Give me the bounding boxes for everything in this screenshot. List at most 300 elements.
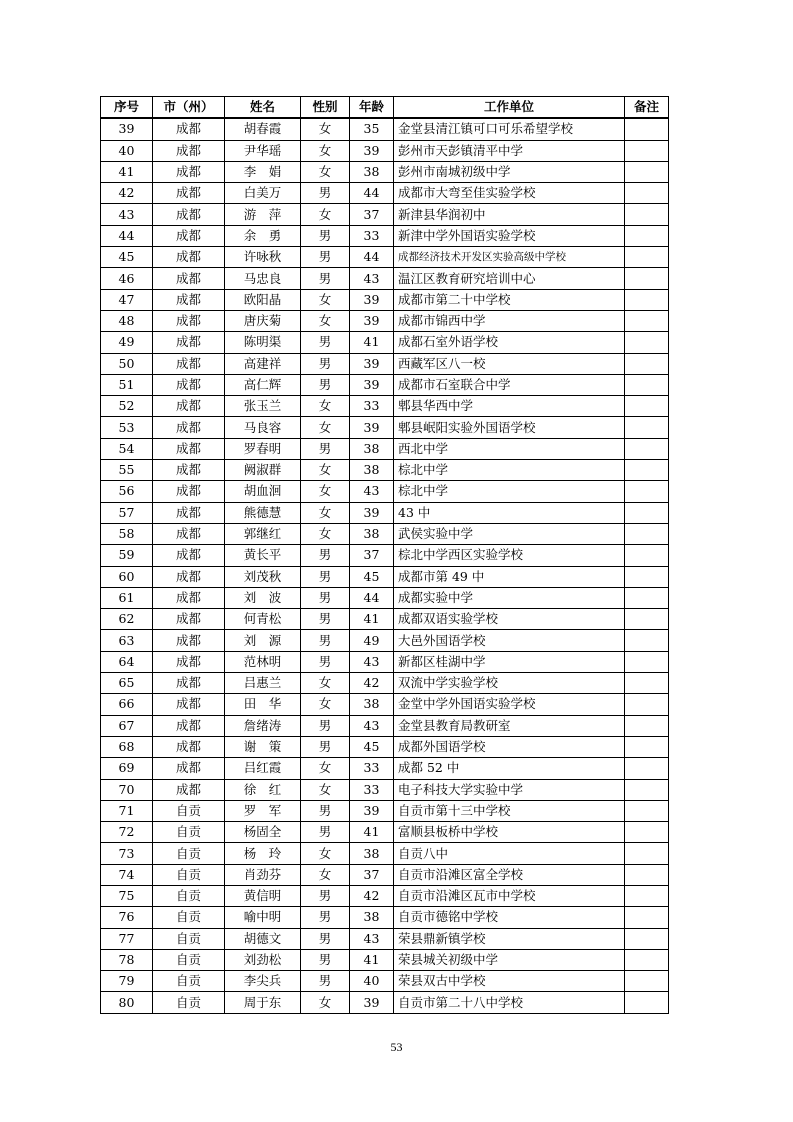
cell-workplace: 金堂县清江镇可口可乐希望学校 bbox=[394, 118, 625, 140]
cell-remarks bbox=[625, 715, 669, 736]
table-row bbox=[101, 183, 669, 204]
cell-seq: 63 bbox=[101, 630, 153, 651]
cell-workplace: 自贡八中 bbox=[394, 843, 625, 864]
cell-name: 刘劲松 bbox=[225, 949, 301, 970]
cell-workplace: 成都经济技术开发区实验高级中学校 bbox=[394, 247, 625, 268]
cell-gender: 男 bbox=[301, 949, 350, 970]
table-row bbox=[101, 460, 669, 481]
cell-seq: 72 bbox=[101, 822, 153, 843]
cell-gender: 男 bbox=[301, 822, 350, 843]
cell-age: 44 bbox=[350, 247, 394, 268]
cell-seq: 79 bbox=[101, 971, 153, 992]
header-seq: 序号 bbox=[101, 97, 153, 119]
cell-seq: 45 bbox=[101, 247, 153, 268]
cell-name: 刘 波 bbox=[225, 587, 301, 608]
table-row bbox=[101, 268, 669, 289]
cell-city: 自贡 bbox=[153, 992, 225, 1013]
cell-age: 39 bbox=[350, 800, 394, 821]
table-row bbox=[101, 885, 669, 906]
cell-city: 成都 bbox=[153, 502, 225, 523]
cell-seq: 61 bbox=[101, 587, 153, 608]
cell-age: 39 bbox=[350, 289, 394, 310]
table-row bbox=[101, 545, 669, 566]
cell-workplace: 棕北中学西区实验学校 bbox=[394, 545, 625, 566]
cell-name: 高仁辉 bbox=[225, 374, 301, 395]
cell-city: 成都 bbox=[153, 417, 225, 438]
table-row bbox=[101, 204, 669, 225]
cell-workplace: 棕北中学 bbox=[394, 481, 625, 502]
cell-age: 39 bbox=[350, 502, 394, 523]
cell-age: 38 bbox=[350, 523, 394, 544]
cell-gender: 男 bbox=[301, 630, 350, 651]
table-row bbox=[101, 374, 669, 395]
cell-city: 成都 bbox=[153, 523, 225, 544]
cell-gender: 女 bbox=[301, 161, 350, 182]
cell-age: 38 bbox=[350, 438, 394, 459]
table-row bbox=[101, 225, 669, 246]
cell-city: 成都 bbox=[153, 204, 225, 225]
cell-workplace: 成都市石室联合中学 bbox=[394, 374, 625, 395]
cell-seq: 65 bbox=[101, 673, 153, 694]
cell-gender: 女 bbox=[301, 673, 350, 694]
cell-city: 成都 bbox=[153, 673, 225, 694]
cell-age: 38 bbox=[350, 907, 394, 928]
cell-remarks bbox=[625, 651, 669, 672]
table-row bbox=[101, 907, 669, 928]
cell-seq: 48 bbox=[101, 310, 153, 331]
cell-name: 游 萍 bbox=[225, 204, 301, 225]
cell-workplace: 富顺县板桥中学校 bbox=[394, 822, 625, 843]
cell-seq: 56 bbox=[101, 481, 153, 502]
cell-seq: 75 bbox=[101, 885, 153, 906]
header-row bbox=[101, 97, 669, 119]
header-gender: 性别 bbox=[301, 97, 350, 119]
cell-age: 38 bbox=[350, 161, 394, 182]
cell-workplace: 成都市锦西中学 bbox=[394, 310, 625, 331]
table-row bbox=[101, 523, 669, 544]
table-row bbox=[101, 481, 669, 502]
cell-workplace: 成都实验中学 bbox=[394, 587, 625, 608]
cell-remarks bbox=[625, 992, 669, 1013]
cell-workplace: 自贡市德铭中学校 bbox=[394, 907, 625, 928]
cell-remarks bbox=[625, 247, 669, 268]
cell-name: 范林明 bbox=[225, 651, 301, 672]
cell-city: 成都 bbox=[153, 268, 225, 289]
cell-remarks bbox=[625, 928, 669, 949]
cell-seq: 71 bbox=[101, 800, 153, 821]
table-row bbox=[101, 140, 669, 161]
cell-name: 何青松 bbox=[225, 609, 301, 630]
cell-city: 成都 bbox=[153, 630, 225, 651]
cell-age: 38 bbox=[350, 694, 394, 715]
cell-gender: 男 bbox=[301, 353, 350, 374]
cell-name: 李尖兵 bbox=[225, 971, 301, 992]
cell-seq: 57 bbox=[101, 502, 153, 523]
cell-name: 尹华瑶 bbox=[225, 140, 301, 161]
cell-workplace: 自贡市第二十八中学校 bbox=[394, 992, 625, 1013]
cell-city: 成都 bbox=[153, 566, 225, 587]
cell-age: 49 bbox=[350, 630, 394, 651]
cell-city: 成都 bbox=[153, 694, 225, 715]
cell-age: 37 bbox=[350, 204, 394, 225]
cell-name: 黄信明 bbox=[225, 885, 301, 906]
cell-age: 44 bbox=[350, 183, 394, 204]
cell-workplace: 成都 52 中 bbox=[394, 758, 625, 779]
cell-remarks bbox=[625, 118, 669, 140]
cell-workplace: 43 中 bbox=[394, 502, 625, 523]
cell-age: 33 bbox=[350, 758, 394, 779]
table-row bbox=[101, 651, 669, 672]
cell-city: 成都 bbox=[153, 460, 225, 481]
cell-seq: 40 bbox=[101, 140, 153, 161]
cell-workplace: 荣县双古中学校 bbox=[394, 971, 625, 992]
cell-seq: 60 bbox=[101, 566, 153, 587]
cell-remarks bbox=[625, 630, 669, 651]
cell-seq: 47 bbox=[101, 289, 153, 310]
cell-age: 33 bbox=[350, 779, 394, 800]
table-row bbox=[101, 353, 669, 374]
cell-seq: 66 bbox=[101, 694, 153, 715]
cell-gender: 男 bbox=[301, 566, 350, 587]
cell-workplace: 荣县鼎新镇学校 bbox=[394, 928, 625, 949]
cell-gender: 男 bbox=[301, 885, 350, 906]
cell-workplace: 自贡市沿滩区瓦市中学校 bbox=[394, 885, 625, 906]
cell-name: 马忠良 bbox=[225, 268, 301, 289]
cell-age: 43 bbox=[350, 928, 394, 949]
cell-age: 41 bbox=[350, 609, 394, 630]
cell-remarks bbox=[625, 609, 669, 630]
cell-city: 成都 bbox=[153, 715, 225, 736]
table-row bbox=[101, 800, 669, 821]
table-row bbox=[101, 502, 669, 523]
cell-workplace: 成都市大弯至佳实验学校 bbox=[394, 183, 625, 204]
table-row bbox=[101, 332, 669, 353]
cell-remarks bbox=[625, 332, 669, 353]
cell-name: 胡春霞 bbox=[225, 118, 301, 140]
cell-age: 37 bbox=[350, 864, 394, 885]
cell-gender: 男 bbox=[301, 183, 350, 204]
cell-city: 成都 bbox=[153, 225, 225, 246]
cell-name: 杨固全 bbox=[225, 822, 301, 843]
cell-remarks bbox=[625, 758, 669, 779]
cell-name: 高建祥 bbox=[225, 353, 301, 374]
cell-remarks bbox=[625, 822, 669, 843]
cell-workplace: 西藏军区八一校 bbox=[394, 353, 625, 374]
cell-workplace: 金堂县教育局教研室 bbox=[394, 715, 625, 736]
cell-name: 白美万 bbox=[225, 183, 301, 204]
cell-seq: 73 bbox=[101, 843, 153, 864]
page-number: 53 bbox=[390, 1040, 403, 1054]
cell-name: 陈明渠 bbox=[225, 332, 301, 353]
table-row bbox=[101, 396, 669, 417]
cell-remarks bbox=[625, 502, 669, 523]
cell-seq: 51 bbox=[101, 374, 153, 395]
cell-workplace: 金堂中学外国语实验学校 bbox=[394, 694, 625, 715]
cell-remarks bbox=[625, 353, 669, 374]
cell-workplace: 成都双语实验学校 bbox=[394, 609, 625, 630]
cell-name: 张玉兰 bbox=[225, 396, 301, 417]
cell-city: 成都 bbox=[153, 289, 225, 310]
cell-seq: 43 bbox=[101, 204, 153, 225]
cell-name: 罗 军 bbox=[225, 800, 301, 821]
table-row bbox=[101, 779, 669, 800]
cell-city: 成都 bbox=[153, 736, 225, 757]
table-row bbox=[101, 566, 669, 587]
table-row bbox=[101, 630, 669, 651]
cell-name: 刘 源 bbox=[225, 630, 301, 651]
cell-gender: 女 bbox=[301, 864, 350, 885]
cell-gender: 男 bbox=[301, 545, 350, 566]
cell-remarks bbox=[625, 460, 669, 481]
cell-name: 刘茂秋 bbox=[225, 566, 301, 587]
cell-gender: 女 bbox=[301, 140, 350, 161]
header-workplace: 工作单位 bbox=[394, 97, 625, 119]
cell-gender: 男 bbox=[301, 587, 350, 608]
cell-remarks bbox=[625, 949, 669, 970]
cell-remarks bbox=[625, 161, 669, 182]
cell-age: 41 bbox=[350, 332, 394, 353]
cell-seq: 50 bbox=[101, 353, 153, 374]
cell-age: 41 bbox=[350, 822, 394, 843]
cell-city: 自贡 bbox=[153, 843, 225, 864]
cell-city: 自贡 bbox=[153, 885, 225, 906]
cell-name: 胡德文 bbox=[225, 928, 301, 949]
cell-remarks bbox=[625, 310, 669, 331]
cell-seq: 70 bbox=[101, 779, 153, 800]
table-row bbox=[101, 289, 669, 310]
cell-seq: 41 bbox=[101, 161, 153, 182]
cell-seq: 77 bbox=[101, 928, 153, 949]
cell-name: 吕红霞 bbox=[225, 758, 301, 779]
cell-workplace: 西北中学 bbox=[394, 438, 625, 459]
cell-city: 成都 bbox=[153, 183, 225, 204]
cell-city: 成都 bbox=[153, 758, 225, 779]
cell-gender: 男 bbox=[301, 907, 350, 928]
header-name: 姓名 bbox=[225, 97, 301, 119]
cell-seq: 53 bbox=[101, 417, 153, 438]
header-city: 市（州） bbox=[153, 97, 225, 119]
cell-age: 39 bbox=[350, 992, 394, 1013]
cell-remarks bbox=[625, 225, 669, 246]
cell-seq: 62 bbox=[101, 609, 153, 630]
cell-seq: 59 bbox=[101, 545, 153, 566]
cell-gender: 男 bbox=[301, 715, 350, 736]
cell-age: 39 bbox=[350, 310, 394, 331]
cell-gender: 女 bbox=[301, 502, 350, 523]
table-row bbox=[101, 758, 669, 779]
cell-workplace: 双流中学实验学校 bbox=[394, 673, 625, 694]
cell-name: 李 娟 bbox=[225, 161, 301, 182]
cell-remarks bbox=[625, 800, 669, 821]
cell-age: 33 bbox=[350, 396, 394, 417]
cell-age: 42 bbox=[350, 885, 394, 906]
table-row bbox=[101, 949, 669, 970]
cell-gender: 男 bbox=[301, 247, 350, 268]
table-row bbox=[101, 843, 669, 864]
cell-remarks bbox=[625, 481, 669, 502]
cell-city: 成都 bbox=[153, 609, 225, 630]
cell-remarks bbox=[625, 523, 669, 544]
cell-gender: 女 bbox=[301, 779, 350, 800]
cell-remarks bbox=[625, 907, 669, 928]
cell-age: 40 bbox=[350, 971, 394, 992]
cell-gender: 女 bbox=[301, 523, 350, 544]
cell-age: 38 bbox=[350, 843, 394, 864]
cell-remarks bbox=[625, 864, 669, 885]
cell-name: 田 华 bbox=[225, 694, 301, 715]
cell-seq: 39 bbox=[101, 118, 153, 140]
cell-workplace: 郫县华西中学 bbox=[394, 396, 625, 417]
table-row bbox=[101, 247, 669, 268]
cell-seq: 64 bbox=[101, 651, 153, 672]
cell-remarks bbox=[625, 374, 669, 395]
table-row bbox=[101, 736, 669, 757]
cell-age: 39 bbox=[350, 374, 394, 395]
cell-remarks bbox=[625, 587, 669, 608]
cell-seq: 58 bbox=[101, 523, 153, 544]
cell-city: 自贡 bbox=[153, 800, 225, 821]
cell-age: 33 bbox=[350, 225, 394, 246]
cell-seq: 74 bbox=[101, 864, 153, 885]
cell-workplace: 新津中学外国语实验学校 bbox=[394, 225, 625, 246]
cell-name: 胡血洄 bbox=[225, 481, 301, 502]
cell-city: 成都 bbox=[153, 118, 225, 140]
cell-city: 成都 bbox=[153, 587, 225, 608]
cell-name: 罗春明 bbox=[225, 438, 301, 459]
cell-name: 欧阳晶 bbox=[225, 289, 301, 310]
cell-workplace: 郫县岷阳实验外国语学校 bbox=[394, 417, 625, 438]
cell-gender: 男 bbox=[301, 374, 350, 395]
cell-gender: 女 bbox=[301, 396, 350, 417]
table-row bbox=[101, 310, 669, 331]
cell-gender: 男 bbox=[301, 332, 350, 353]
table-row bbox=[101, 609, 669, 630]
cell-remarks bbox=[625, 396, 669, 417]
cell-seq: 55 bbox=[101, 460, 153, 481]
cell-city: 成都 bbox=[153, 374, 225, 395]
table-row bbox=[101, 928, 669, 949]
table-row bbox=[101, 694, 669, 715]
cell-gender: 女 bbox=[301, 694, 350, 715]
table-row bbox=[101, 715, 669, 736]
cell-seq: 44 bbox=[101, 225, 153, 246]
cell-age: 39 bbox=[350, 417, 394, 438]
cell-remarks bbox=[625, 204, 669, 225]
cell-name: 余 勇 bbox=[225, 225, 301, 246]
cell-remarks bbox=[625, 268, 669, 289]
cell-gender: 男 bbox=[301, 438, 350, 459]
table-body bbox=[101, 118, 669, 1013]
cell-city: 成都 bbox=[153, 438, 225, 459]
table-row bbox=[101, 992, 669, 1013]
cell-name: 喻中明 bbox=[225, 907, 301, 928]
header-remarks: 备注 bbox=[625, 97, 669, 119]
cell-gender: 女 bbox=[301, 481, 350, 502]
cell-workplace: 自贡市沿滩区富全学校 bbox=[394, 864, 625, 885]
cell-gender: 女 bbox=[301, 118, 350, 140]
roster-table bbox=[100, 96, 669, 1014]
cell-gender: 女 bbox=[301, 758, 350, 779]
cell-workplace: 成都市第二十中学校 bbox=[394, 289, 625, 310]
cell-seq: 54 bbox=[101, 438, 153, 459]
cell-age: 37 bbox=[350, 545, 394, 566]
cell-age: 43 bbox=[350, 651, 394, 672]
cell-workplace: 大邑外国语学校 bbox=[394, 630, 625, 651]
cell-name: 肖劲芬 bbox=[225, 864, 301, 885]
cell-age: 39 bbox=[350, 353, 394, 374]
cell-seq: 68 bbox=[101, 736, 153, 757]
cell-city: 成都 bbox=[153, 332, 225, 353]
cell-city: 自贡 bbox=[153, 907, 225, 928]
cell-workplace: 彭州市南城初级中学 bbox=[394, 161, 625, 182]
cell-remarks bbox=[625, 885, 669, 906]
cell-workplace: 电子科技大学实验中学 bbox=[394, 779, 625, 800]
cell-gender: 男 bbox=[301, 268, 350, 289]
cell-remarks bbox=[625, 438, 669, 459]
cell-seq: 76 bbox=[101, 907, 153, 928]
table-row bbox=[101, 417, 669, 438]
cell-remarks bbox=[625, 289, 669, 310]
cell-gender: 男 bbox=[301, 736, 350, 757]
cell-city: 成都 bbox=[153, 779, 225, 800]
cell-workplace: 彭州市天彭镇清平中学 bbox=[394, 140, 625, 161]
cell-name: 唐庆菊 bbox=[225, 310, 301, 331]
cell-seq: 78 bbox=[101, 949, 153, 970]
cell-remarks bbox=[625, 673, 669, 694]
cell-remarks bbox=[625, 736, 669, 757]
cell-name: 郭继红 bbox=[225, 523, 301, 544]
cell-gender: 女 bbox=[301, 843, 350, 864]
header-age: 年龄 bbox=[350, 97, 394, 119]
cell-remarks bbox=[625, 971, 669, 992]
cell-name: 阙淑群 bbox=[225, 460, 301, 481]
cell-age: 43 bbox=[350, 481, 394, 502]
cell-city: 成都 bbox=[153, 140, 225, 161]
cell-workplace: 温江区教育研究培训中心 bbox=[394, 268, 625, 289]
cell-age: 45 bbox=[350, 566, 394, 587]
cell-age: 45 bbox=[350, 736, 394, 757]
cell-city: 自贡 bbox=[153, 928, 225, 949]
cell-remarks bbox=[625, 779, 669, 800]
cell-remarks bbox=[625, 183, 669, 204]
cell-gender: 男 bbox=[301, 609, 350, 630]
cell-city: 成都 bbox=[153, 651, 225, 672]
table-row bbox=[101, 822, 669, 843]
cell-name: 徐 红 bbox=[225, 779, 301, 800]
cell-gender: 女 bbox=[301, 992, 350, 1013]
cell-remarks bbox=[625, 140, 669, 161]
cell-age: 44 bbox=[350, 587, 394, 608]
cell-workplace: 新津县华润初中 bbox=[394, 204, 625, 225]
cell-city: 自贡 bbox=[153, 822, 225, 843]
cell-gender: 女 bbox=[301, 289, 350, 310]
cell-workplace: 荣县城关初级中学 bbox=[394, 949, 625, 970]
cell-age: 39 bbox=[350, 140, 394, 161]
cell-workplace: 自贡市第十三中学校 bbox=[394, 800, 625, 821]
cell-name: 詹绪涛 bbox=[225, 715, 301, 736]
cell-remarks bbox=[625, 566, 669, 587]
cell-name: 吕惠兰 bbox=[225, 673, 301, 694]
cell-seq: 67 bbox=[101, 715, 153, 736]
cell-city: 自贡 bbox=[153, 971, 225, 992]
cell-age: 42 bbox=[350, 673, 394, 694]
cell-gender: 男 bbox=[301, 225, 350, 246]
cell-seq: 49 bbox=[101, 332, 153, 353]
cell-seq: 42 bbox=[101, 183, 153, 204]
cell-city: 成都 bbox=[153, 545, 225, 566]
cell-city: 成都 bbox=[153, 396, 225, 417]
table-row bbox=[101, 161, 669, 182]
